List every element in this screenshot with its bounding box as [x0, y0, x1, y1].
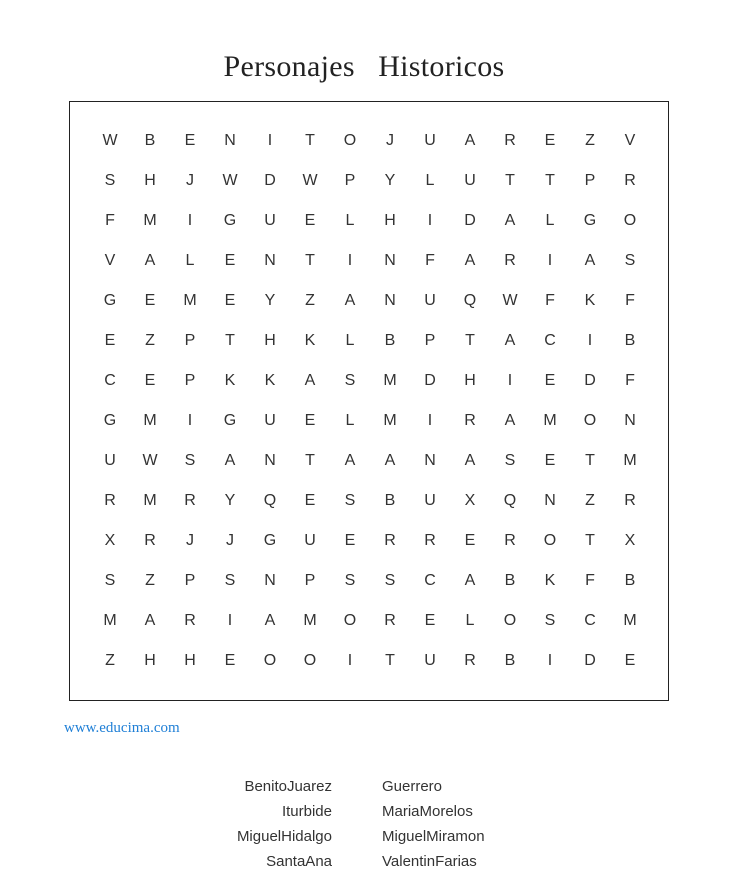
grid-cell[interactable]: A — [464, 252, 476, 269]
grid-cell[interactable]: B — [504, 572, 516, 589]
grid-cell[interactable]: S — [184, 452, 196, 469]
grid-cell[interactable]: C — [584, 612, 596, 629]
grid-cell[interactable]: I — [547, 652, 553, 669]
grid-cell[interactable]: F — [585, 572, 595, 589]
grid-cell[interactable]: S — [504, 452, 516, 469]
word-list-item: ValentinFarias — [382, 853, 477, 870]
grid-cell[interactable]: M — [143, 412, 157, 429]
grid-cell[interactable]: J — [186, 172, 194, 189]
grid-cell[interactable]: T — [305, 132, 315, 149]
grid-cell[interactable]: Z — [145, 332, 155, 349]
word-list-item: BenitoJuarez — [244, 778, 332, 795]
grid-cell[interactable]: Y — [264, 292, 276, 309]
word-list-item: MariaMorelos — [382, 803, 473, 820]
grid-cell[interactable]: H — [184, 652, 196, 669]
grid-cell[interactable]: Z — [585, 492, 595, 509]
grid-cell[interactable]: A — [344, 292, 356, 309]
grid-cell[interactable]: M — [143, 212, 157, 229]
grid-cell[interactable]: P — [584, 172, 596, 189]
grid-cell[interactable]: W — [502, 292, 518, 309]
grid-cell[interactable]: Y — [384, 172, 396, 189]
grid-cell[interactable]: N — [224, 132, 236, 149]
grid-cell[interactable]: A — [504, 412, 516, 429]
grid-cell[interactable]: N — [384, 292, 396, 309]
grid-cell[interactable]: O — [343, 612, 357, 629]
grid-cell[interactable]: M — [383, 412, 397, 429]
grid-cell[interactable]: G — [583, 212, 597, 229]
grid-cell[interactable]: W — [302, 172, 318, 189]
grid-cell[interactable]: M — [623, 612, 637, 629]
grid-cell[interactable]: S — [344, 372, 356, 389]
grid-cell[interactable]: F — [625, 372, 635, 389]
grid-cell[interactable]: I — [507, 372, 513, 389]
grid-cell[interactable]: B — [384, 492, 396, 509]
grid-cell[interactable]: L — [185, 252, 195, 269]
grid-cell[interactable]: A — [504, 212, 516, 229]
grid-cell[interactable]: D — [264, 172, 276, 189]
grid-cell[interactable]: S — [224, 572, 236, 589]
grid-cell[interactable]: U — [424, 132, 436, 149]
grid-cell[interactable]: E — [544, 132, 556, 149]
grid-cell[interactable]: N — [264, 572, 276, 589]
grid-cell[interactable]: M — [303, 612, 317, 629]
grid-cell[interactable]: V — [624, 132, 636, 149]
grid-cell[interactable]: J — [226, 532, 234, 549]
grid-cell[interactable]: C — [104, 372, 116, 389]
grid-cell[interactable]: Q — [463, 292, 477, 309]
grid-cell[interactable]: E — [224, 292, 236, 309]
grid-cell[interactable]: I — [547, 252, 553, 269]
grid-cell[interactable]: N — [264, 252, 276, 269]
grid-cell[interactable]: G — [223, 412, 237, 429]
grid-cell[interactable]: P — [184, 372, 196, 389]
grid-cell[interactable]: M — [623, 452, 637, 469]
grid-cell[interactable]: Q — [503, 492, 517, 509]
puzzle-title: Personajes Historicos — [223, 50, 505, 83]
grid-cell[interactable]: I — [427, 412, 433, 429]
grid-cell[interactable]: B — [624, 572, 636, 589]
grid-cell[interactable]: U — [424, 292, 436, 309]
grid-cell[interactable]: P — [184, 332, 196, 349]
grid-cell[interactable]: E — [304, 412, 316, 429]
grid-cell[interactable]: I — [187, 412, 193, 429]
grid-cell[interactable]: C — [424, 572, 436, 589]
grid-cell[interactable]: E — [464, 532, 476, 549]
grid-cell[interactable]: N — [384, 252, 396, 269]
grid-cell[interactable]: M — [383, 372, 397, 389]
grid-cell[interactable]: L — [545, 212, 555, 229]
grid-cell[interactable]: G — [223, 212, 237, 229]
grid-cell[interactable]: A — [584, 252, 596, 269]
grid-cell[interactable]: B — [144, 132, 156, 149]
grid-cell[interactable]: W — [222, 172, 238, 189]
grid-cell[interactable]: A — [304, 372, 316, 389]
grid-cell[interactable]: M — [543, 412, 557, 429]
grid-cell[interactable]: T — [385, 652, 395, 669]
grid-cell[interactable]: H — [384, 212, 396, 229]
grid-cell[interactable]: X — [104, 532, 116, 549]
grid-cell[interactable]: N — [624, 412, 636, 429]
grid-cell[interactable]: U — [464, 172, 476, 189]
grid-cell[interactable]: H — [144, 652, 156, 669]
grid-cell[interactable]: L — [345, 332, 355, 349]
grid-cell[interactable]: O — [263, 652, 277, 669]
grid-cell[interactable]: S — [104, 172, 116, 189]
grid-cell[interactable]: R — [424, 532, 436, 549]
grid-cell[interactable]: I — [227, 612, 233, 629]
grid-cell[interactable]: E — [144, 372, 156, 389]
grid-cell[interactable]: R — [184, 492, 196, 509]
grid-cell[interactable]: A — [144, 612, 156, 629]
grid-cell[interactable]: P — [344, 172, 356, 189]
grid-cell[interactable]: S — [624, 252, 636, 269]
grid-cell[interactable]: H — [144, 172, 156, 189]
grid-cell[interactable]: E — [184, 132, 196, 149]
grid-cell[interactable]: F — [105, 212, 115, 229]
grid-cell[interactable]: X — [464, 492, 476, 509]
grid-cell[interactable]: F — [625, 292, 635, 309]
grid-cell[interactable]: R — [144, 532, 156, 549]
grid-cell[interactable]: D — [584, 372, 596, 389]
grid-cell[interactable]: C — [544, 332, 556, 349]
grid-cell[interactable]: G — [103, 292, 117, 309]
grid-cell[interactable]: U — [304, 532, 316, 549]
grid-cell[interactable]: S — [344, 492, 356, 509]
grid-cell[interactable]: Z — [145, 572, 155, 589]
grid-cell[interactable]: Q — [263, 492, 277, 509]
grid-cell[interactable]: O — [623, 212, 637, 229]
grid-cell[interactable]: O — [343, 132, 357, 149]
grid-cell[interactable]: L — [345, 412, 355, 429]
grid-cell[interactable]: I — [187, 212, 193, 229]
grid-cell[interactable]: R — [504, 132, 516, 149]
word-list-item: SantaAna — [266, 853, 332, 870]
grid-cell[interactable]: F — [425, 252, 435, 269]
word-list-item: MiguelMiramon — [382, 828, 485, 845]
grid-cell[interactable]: I — [587, 332, 593, 349]
grid-cell[interactable]: R — [624, 172, 636, 189]
grid-cell[interactable]: L — [345, 212, 355, 229]
grid-cell[interactable]: S — [344, 572, 356, 589]
word-list-right — [382, 774, 582, 874]
grid-cell[interactable]: B — [504, 652, 516, 669]
grid-cell[interactable]: T — [305, 452, 315, 469]
grid-cell[interactable]: B — [624, 332, 636, 349]
grid-cell[interactable]: T — [585, 452, 595, 469]
grid-cell[interactable]: N — [264, 452, 276, 469]
grid-cell[interactable]: Z — [105, 652, 115, 669]
grid-cell[interactable]: N — [424, 452, 436, 469]
grid-cell[interactable]: K — [584, 292, 596, 309]
grid-cell[interactable]: D — [464, 212, 476, 229]
word-list-item: Guerrero — [382, 778, 443, 795]
grid-cell[interactable]: R — [384, 532, 396, 549]
grid-cell[interactable]: W — [102, 132, 118, 149]
grid-cell[interactable]: D — [584, 652, 596, 669]
grid-cell[interactable]: T — [585, 532, 595, 549]
word-list-item: MiguelHidalgo — [236, 828, 332, 845]
grid-cell[interactable]: R — [504, 532, 516, 549]
grid-cell[interactable]: A — [464, 452, 476, 469]
grid-cell[interactable]: J — [386, 132, 394, 149]
grid-cell[interactable]: A — [344, 452, 356, 469]
grid-cell[interactable]: E — [224, 252, 236, 269]
grid-cell[interactable]: D — [424, 372, 436, 389]
grid-cell[interactable]: E — [344, 532, 356, 549]
grid-cell[interactable]: S — [544, 612, 556, 629]
grid-cell[interactable]: O — [583, 412, 597, 429]
grid-cell[interactable]: A — [224, 452, 236, 469]
puzzle-grid-frame — [69, 101, 669, 701]
grid-cell[interactable]: E — [544, 452, 556, 469]
grid-cell[interactable]: X — [624, 532, 636, 549]
grid-cell[interactable]: T — [225, 332, 235, 349]
grid-cell[interactable]: R — [104, 492, 116, 509]
grid-cell[interactable]: M — [143, 492, 157, 509]
word-list-left — [190, 774, 332, 874]
grid-cell[interactable]: I — [347, 652, 353, 669]
grid-cell[interactable]: T — [545, 172, 555, 189]
grid-cell[interactable]: P — [424, 332, 436, 349]
grid-cell[interactable]: B — [384, 332, 396, 349]
grid-cell[interactable]: R — [624, 492, 636, 509]
grid-cell[interactable]: U — [264, 212, 276, 229]
grid-cell[interactable]: G — [103, 412, 117, 429]
grid-cell[interactable]: U — [424, 652, 436, 669]
grid-cell[interactable]: K — [544, 572, 556, 589]
grid-cell[interactable]: E — [424, 612, 436, 629]
grid-cell[interactable]: U — [264, 412, 276, 429]
grid-cell[interactable]: A — [464, 132, 476, 149]
grid-cell[interactable]: H — [464, 372, 476, 389]
grid-cell[interactable]: A — [144, 252, 156, 269]
grid-cell[interactable]: O — [303, 652, 317, 669]
grid-cell[interactable]: L — [465, 612, 475, 629]
grid-cell[interactable]: R — [464, 652, 476, 669]
grid-cell[interactable]: L — [425, 172, 435, 189]
grid-cell[interactable]: T — [305, 252, 315, 269]
grid-cell[interactable]: R — [504, 252, 516, 269]
grid-cell[interactable]: T — [505, 172, 515, 189]
grid-cell[interactable]: O — [543, 532, 557, 549]
letter-grid[interactable] — [90, 121, 650, 681]
website-link[interactable]: www.educima.com — [64, 720, 180, 736]
grid-cell[interactable]: T — [465, 332, 475, 349]
grid-cell[interactable]: E — [144, 292, 156, 309]
grid-cell[interactable]: Z — [585, 132, 595, 149]
grid-cell[interactable]: R — [184, 612, 196, 629]
grid-cell[interactable]: E — [304, 212, 316, 229]
grid-cell[interactable]: E — [224, 652, 236, 669]
grid-cell[interactable]: Y — [224, 492, 236, 509]
grid-cell[interactable]: J — [186, 532, 194, 549]
grid-cell[interactable]: G — [263, 532, 277, 549]
grid-cell[interactable]: S — [104, 572, 116, 589]
grid-cell[interactable]: V — [104, 252, 116, 269]
grid-cell[interactable]: N — [544, 492, 556, 509]
grid-cell[interactable]: E — [104, 332, 116, 349]
grid-cell[interactable]: H — [264, 332, 276, 349]
grid-cell[interactable]: A — [384, 452, 396, 469]
grid-cell[interactable]: Z — [305, 292, 315, 309]
grid-cell[interactable]: A — [264, 612, 276, 629]
grid-cell[interactable]: K — [264, 372, 276, 389]
grid-cell[interactable]: A — [464, 572, 476, 589]
grid-cell[interactable]: K — [224, 372, 236, 389]
grid-cell[interactable]: U — [424, 492, 436, 509]
grid-cell[interactable]: M — [183, 292, 197, 309]
grid-cell[interactable]: S — [384, 572, 396, 589]
grid-cell[interactable]: E — [304, 492, 316, 509]
grid-cell[interactable]: F — [545, 292, 555, 309]
grid-cell[interactable]: K — [304, 332, 316, 349]
grid-cell[interactable]: P — [304, 572, 316, 589]
grid-cell[interactable]: R — [464, 412, 476, 429]
grid-cell[interactable]: U — [104, 452, 116, 469]
grid-cell[interactable]: E — [624, 652, 636, 669]
grid-cell[interactable]: E — [544, 372, 556, 389]
grid-cell[interactable]: P — [184, 572, 196, 589]
grid-cell[interactable]: R — [384, 612, 396, 629]
grid-cell[interactable]: A — [504, 332, 516, 349]
grid-cell[interactable]: I — [427, 212, 433, 229]
grid-cell[interactable]: M — [103, 612, 117, 629]
grid-cell[interactable]: I — [267, 132, 273, 149]
grid-cell[interactable]: I — [347, 252, 353, 269]
grid-cell[interactable]: O — [503, 612, 517, 629]
grid-cell[interactable]: W — [142, 452, 158, 469]
word-list-item: Iturbide — [281, 803, 332, 820]
